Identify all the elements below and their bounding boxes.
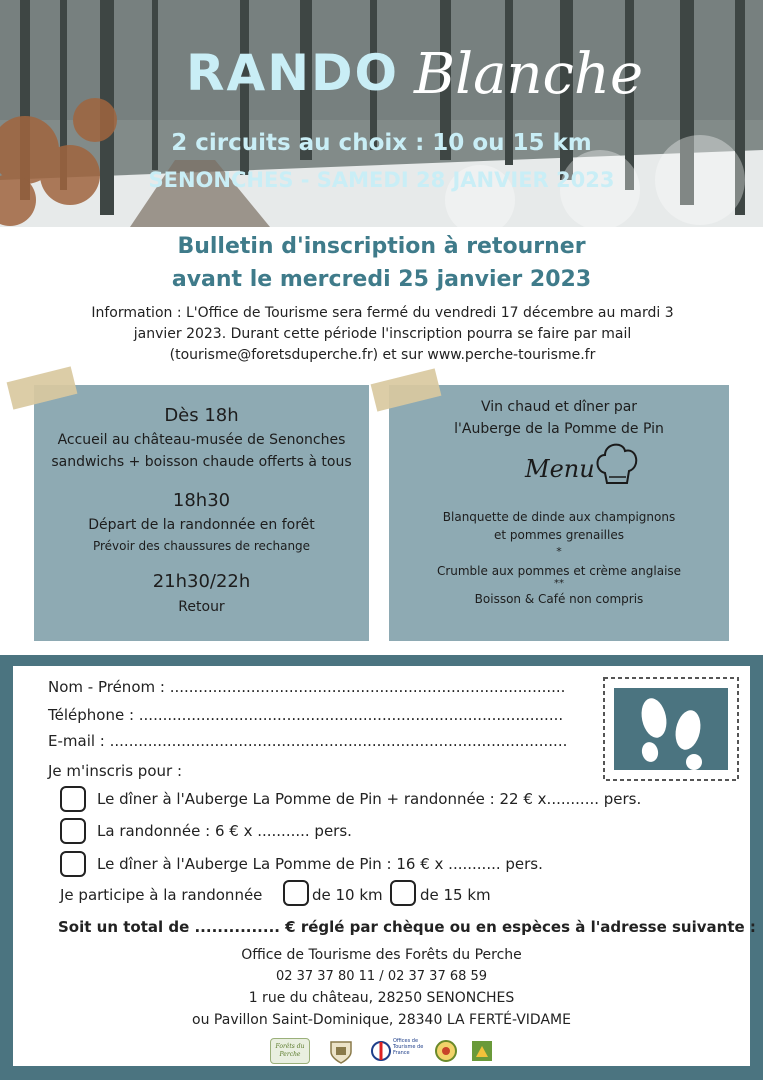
information-line: Information : L'Office de Tourisme sera fermé du vendredi 17 décembre au mardi 3 — [91, 305, 674, 321]
dish-blanquette: Blanquette de dinde aux champignons — [442, 510, 676, 524]
bulletin-heading: Bulletin d'inscription à retourner — [177, 234, 586, 259]
dinner-box — [389, 385, 729, 641]
menu-separator: ** — [554, 578, 564, 589]
information-line: janvier 2023. Durant cette période l'inscription pourra se faire par mail — [133, 326, 632, 342]
bulletin-deadline: avant le mercredi 25 janvier 2023 — [171, 267, 592, 292]
phone-field[interactable]: Téléphone : ......................................................................................... — [48, 706, 564, 724]
circuits-subtitle: 2 circuits au choix : 10 ou 15 km — [171, 130, 592, 156]
forest-background-image — [0, 0, 763, 227]
title-rando: RANDO — [186, 44, 400, 102]
offices-tourisme-icon — [371, 1040, 391, 1062]
drinks-note: Boisson & Café non compris — [474, 592, 644, 606]
time-18h: Dès 18h — [164, 405, 239, 426]
option-dinner-label: Le dîner à l'Auberge La Pomme de Pin : 16 € x ........... pers. — [97, 855, 543, 873]
label-logo — [434, 1038, 458, 1064]
sandwich-text: sandwichs + boisson chaude offerts à tous — [51, 454, 352, 470]
register-label: Je m'inscris pour : — [48, 762, 183, 780]
option-dinner-hike-checkbox[interactable] — [60, 786, 86, 812]
time-18h30: 18h30 — [172, 490, 231, 511]
departure-text: Départ de la randonnée en forêt — [88, 517, 315, 533]
participate-label: Je participe à la randonnée — [60, 886, 263, 904]
km15-checkbox[interactable] — [390, 880, 416, 906]
office-alt-address: ou Pavillon Saint-Dominique, 28340 LA FERTÉ-VIDAME — [192, 1012, 571, 1028]
town-crest-logo — [329, 1038, 353, 1064]
shoes-text: Prévoir des chaussures de rechange — [92, 539, 311, 553]
welcome-text: Accueil au château-musée de Senonches — [57, 432, 346, 448]
dish-crumble: Crumble aux pommes et crème anglaise — [436, 564, 682, 578]
total-line[interactable]: Soit un total de ............... € réglé par chèque ou en espèces à l'adresse suivante : — [58, 918, 756, 936]
menu-label: Menu — [525, 455, 595, 483]
offices-tourisme-logo — [371, 1038, 425, 1064]
hero-banner — [0, 0, 763, 227]
option-hike-label: La randonnée : 6 € x ........... pers. — [97, 822, 352, 840]
forets-perche-logo-text: Forêts du Perche — [270, 1038, 310, 1064]
option-dinner-hike-label: Le dîner à l'Auberge La Pomme de Pin + randonnée : 22 € x........... pers. — [97, 790, 642, 808]
office-phones: 02 37 37 80 11 / 02 37 37 68 59 — [275, 969, 488, 984]
dinner-line-1: Vin chaud et dîner par — [480, 399, 638, 415]
dish-pommes: et pommes grenailles — [494, 528, 624, 542]
km15-label: de 15 km — [420, 886, 491, 904]
name-field[interactable]: Nom - Prénom : ................................................................................... — [48, 678, 566, 696]
title-blanche: Blanche — [414, 42, 644, 107]
km10-checkbox[interactable] — [283, 880, 309, 906]
offices-tourisme-text: Offices de Tourisme de France — [393, 1038, 424, 1056]
return-text: Retour — [178, 599, 225, 615]
chef-hat-icon — [593, 439, 641, 489]
parc-naturel-logo — [470, 1038, 494, 1064]
forets-perche-logo — [270, 1038, 310, 1064]
office-name: Office de Tourisme des Forêts du Perche — [241, 947, 522, 963]
programme-box — [34, 385, 369, 641]
office-street: 1 rue du château, 28250 SENONCHES — [248, 990, 515, 1006]
event-location-date: SENONCHES - SAMEDI 28 JANVIER 2023 — [148, 168, 615, 192]
information-text — [55, 303, 710, 366]
menu-separator: * — [556, 545, 562, 558]
km10-label: de 10 km — [312, 886, 383, 904]
time-return: 21h30/22h — [152, 571, 251, 592]
information-line: (tourisme@foretsduperche.fr) et sur www.perche-tourisme.fr — [169, 347, 596, 363]
footprints-stamp-icon — [602, 676, 740, 782]
dinner-line-2: l'Auberge de la Pomme de Pin — [454, 421, 664, 437]
option-hike-checkbox[interactable] — [60, 818, 86, 844]
option-dinner-checkbox[interactable] — [60, 851, 86, 877]
email-field[interactable]: E-mail : ................................................................................................ — [48, 732, 568, 750]
